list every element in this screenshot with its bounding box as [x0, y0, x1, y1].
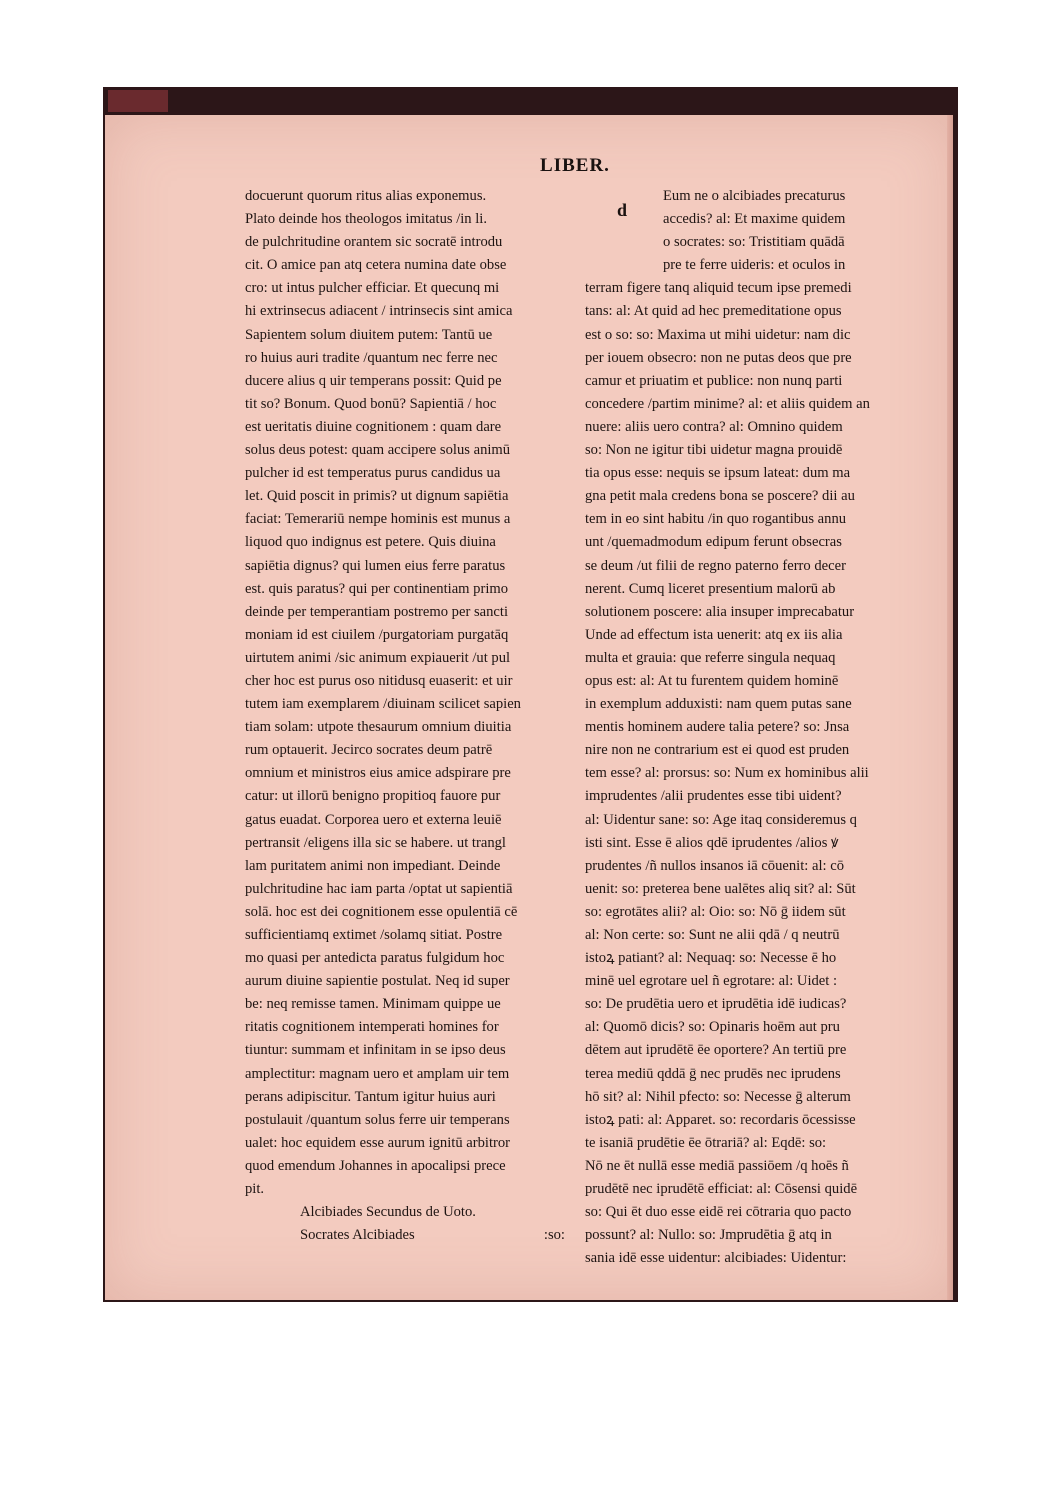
text-line: tia opus esse: nequis se ipsum lateat: dum ma: [585, 465, 851, 482]
text-line: lam puritatem animi non impediant. Deinde: [245, 857, 501, 874]
left-text-column: [245, 185, 565, 1247]
text-line: concedere /partim minime? al: et aliis quidem an: [585, 395, 870, 412]
text-line: sufficientiamq extimet /solamq sitiat. Postre: [245, 927, 503, 943]
text-line: pit.: [245, 1181, 265, 1198]
text-line: let. Quid poscit in primis? ut dignum sapiētia: [245, 488, 509, 505]
text-line: est o so: so: Maxima ut mihi uidetur: nam dic: [585, 326, 851, 343]
text-line: al: Non certe: so: Sunt ne alii qdā / q neutrū: [585, 927, 840, 943]
text-line: prudentes /ñ nullos insanos iā cōuenit: al: cō: [585, 857, 844, 874]
guide-letter: d: [617, 200, 628, 220]
text-line: Eum ne o alcibiades precaturus: [663, 188, 846, 204]
text-line: nerent. Cumq liceret presentium malorū ab: [585, 580, 836, 597]
text-line: cher hoc est purus oso nitidusq euaserit: et uir: [245, 672, 513, 689]
text-line: pulcher id est temperatus purus candidus ua: [245, 465, 501, 482]
text-line: pulchritudine hac iam parta /optat ut sapientiā: [245, 880, 513, 897]
text-line: nuere: aliis uero contra? al: Omnino quidem: [585, 418, 843, 435]
text-line: gna petit mala credens bona se poscere? dii au: [585, 488, 855, 505]
text-line: docuerunt quorum ritus alias exponemus.: [245, 188, 487, 204]
text-line: sapiētia dignus? qui lumen eius ferre paratus: [245, 557, 506, 574]
text-line: so: Non ne igitur tibi uidetur magna prouidē: [585, 442, 843, 459]
book-top-edge: [103, 87, 958, 115]
text-line: Nō ne ēt nullā esse mediā passiōem /q hoēs ñ: [585, 1157, 849, 1174]
text-line: mo quasi per antedicta paratus fulgidum hoc: [245, 950, 505, 967]
text-line: imprudentes /alii prudentes esse tibi uident?: [585, 788, 842, 805]
text-line: terea mediū qddā ḡ nec prudēs nec iprudens: [585, 1065, 841, 1082]
text-line: ro huius auri tradite /quantum nec ferre nec: [245, 349, 498, 366]
text-line: al: Uidentur sane: so: Age itaq consideremus q: [585, 811, 857, 828]
text-line: tutem iam exemplarem /diuinam scilicet sapien: [245, 696, 521, 713]
text-line: opus est: al: At tu furentem quidem hominē: [585, 672, 839, 689]
binding-ribbon: [108, 90, 168, 112]
text-line: solus deus potest: quam accipere solus animū: [245, 442, 511, 459]
text-line: istoꝝ pati: al: Apparet. so: recordaris ōcessisse: [585, 1111, 856, 1128]
colophon-title: Alcibiades Secundus de Uoto.: [300, 1204, 476, 1221]
text-line: omnium et ministros eius amice adspirare pre: [245, 765, 511, 782]
text-line: possunt? al: Nullo: so: Jmprudētia ḡ atq in: [585, 1227, 832, 1244]
text-line: cit. O amice pan atq cetera numina date obse: [245, 257, 507, 274]
text-line: est ueritatis diuine cognitionem : quam dare: [245, 418, 502, 435]
text-line: ducere alius q uir temperans possit: Quid pe: [245, 372, 502, 389]
text-line: Plato deinde hos theologos imitatus /in li.: [245, 211, 488, 228]
text-line: istoꝝ patiant? al: Nequaq: so: Necesse ē ho: [585, 950, 837, 967]
text-line: dētem aut iprudētē ēe oportere? An tertiū pre: [585, 1042, 847, 1059]
text-line: pertransit /eligens illa sic se habere. ut trangl: [245, 834, 506, 851]
text-line: te isaniā prudētie ēe ōtrariā? al: Eqdē: so:: [585, 1134, 827, 1151]
text-line: multa et grauia: que referre singula nequaq: [585, 649, 836, 666]
text-line: prudētē nec iprudētē efficiat: al: Cōsensi quidē: [585, 1181, 858, 1198]
text-line: perans adipiscitur. Tantum igitur huius auri: [245, 1088, 496, 1105]
text-line: camur et priuatim et publice: non nunq parti: [585, 372, 843, 389]
text-line: pre te ferre uideris: et oculos in: [663, 257, 846, 274]
text-line: per iouem obsecro: non ne putas deos que pre: [585, 349, 852, 366]
text-line: tans: al: At quid ad hec premeditatione opus: [585, 303, 842, 320]
text-line: al: Quomō dicis? so: Opinaris hoēm aut pru: [585, 1019, 840, 1036]
text-line: tem in eo sint habitu /in quo rogantibus annu: [585, 511, 847, 528]
text-line: tem esse? al: prorsus: so: Num ex hominibus alii: [585, 765, 869, 782]
speakers-label: Socrates Alcibiades: [300, 1227, 415, 1244]
text-line: deinde per temperantiam postremo per sancti: [245, 603, 508, 620]
text-line: in exemplum adduxisti: nam quem putas sane: [585, 696, 852, 713]
text-line: mentis hominem audere talia petere? so: Jnsa: [585, 719, 850, 736]
text-line: postulauit /quantum solus ferre uir temperans: [245, 1111, 510, 1128]
text-line: gatus euadat. Corporea uero et externa leuiē: [245, 811, 502, 828]
text-line: tit so? Bonum. Quod bonū? Sapientiā / hoc: [245, 395, 497, 412]
text-line: solutionem poscere: alia insuper imprecabatur: [585, 603, 855, 620]
book-page: [105, 115, 953, 1300]
text-line: o socrates: so: Tristitiam quādā: [663, 234, 845, 251]
text-line: solā. hoc est dei cognitionem esse opulentiā cē: [245, 903, 518, 920]
text-line: de pulchritudine orantem sic socratē introdu: [245, 234, 503, 251]
text-line: catur: ut illorū benigno propitioq fauore pur: [245, 788, 501, 805]
colophon-speakers: [245, 1224, 565, 1247]
text-line: se deum /ut filii de regno paterno ferro decer: [585, 557, 846, 574]
text-line: terram figere tanq aliquid tecum ipse premedi: [585, 280, 852, 297]
text-line: hi extrinsecus adiacent / intrinsecis sint amica: [245, 303, 513, 320]
text-line: ritatis cognitionem intemperati homines for: [245, 1019, 499, 1036]
text-line: liquod quo indignus est petere. Quis diuina: [245, 534, 496, 551]
text-line: Unde ad effectum ista uenerit: atq ex iis alia: [585, 626, 843, 643]
text-line: accedis? al: Et maxime quidem: [663, 211, 846, 228]
text-line: unt /quemadmodum edipum ferunt obsecras: [585, 534, 842, 551]
right-text-column: [585, 185, 905, 1270]
text-line: be: neq remisse tamen. Minimam quippe ue: [245, 996, 501, 1013]
text-line: est. quis paratus? qui per continentiam primo: [245, 580, 509, 597]
text-line: tiam solam: utpote thesaurum omnium diuitia: [245, 719, 512, 736]
text-line: nire non ne contrarium est ei quod est pruden: [585, 742, 850, 759]
book-frame: [103, 87, 958, 1302]
text-line: ualet: hoc equidem esse aurum ignitū arbitror: [245, 1134, 511, 1151]
text-line: minē uel egrotare uel ñ egrotare: al: Uidet :: [585, 973, 838, 990]
text-line: faciat: Temerariū nempe hominis est munus a: [245, 511, 511, 528]
text-line: rum optauerit. Jecirco socrates deum patrē: [245, 742, 493, 759]
text-line: quod emendum Johannes in apocalipsi prece: [245, 1157, 506, 1174]
text-line: moniam id est ciuilem /purgatoriam purgatāq: [245, 626, 509, 643]
text-line: uirtutem animi /sic animum expiauerit /ut pul: [245, 649, 511, 666]
text-line: uenit: so: preterea bene ualētes aliq sit? al: Sūt: [585, 880, 856, 897]
text-line: so: Qui ēt duo esse eidē rei cōtraria quo pacto: [585, 1204, 852, 1221]
speaker-marker: :so:: [543, 1227, 565, 1244]
text-line: so: egrotātes alii? al: Oio: so: Nō ḡ iidem sūt: [585, 903, 846, 920]
text-line: hō sit? al: Nihil pfecto: so: Necesse ḡ alterum: [585, 1088, 851, 1105]
text-line: cro: ut intus pulcher efficiar. Et quecunq mi: [245, 280, 500, 297]
text-line: so: De prudētia uero et iprudētia idē iudicas?: [585, 996, 847, 1013]
text-line: amplectitur: magnam uero et amplam uir tem: [245, 1065, 510, 1082]
running-head: LIBER.: [540, 155, 610, 176]
page-edge: [947, 115, 953, 1300]
text-line: tiuntur: summam et infinitam in se ipso deus: [245, 1042, 506, 1059]
text-line: isti sint. Esse ē alios qdē iprudentes /alios ꝟ: [585, 834, 839, 851]
text-line: sania idē esse uidentur: alcibiades: Uidentur:: [585, 1250, 847, 1267]
text-line: aurum diuine sapientie postulat. Neq id super: [245, 973, 510, 990]
text-line: Sapientem solum diuitem putem: Tantū ue: [245, 326, 493, 343]
